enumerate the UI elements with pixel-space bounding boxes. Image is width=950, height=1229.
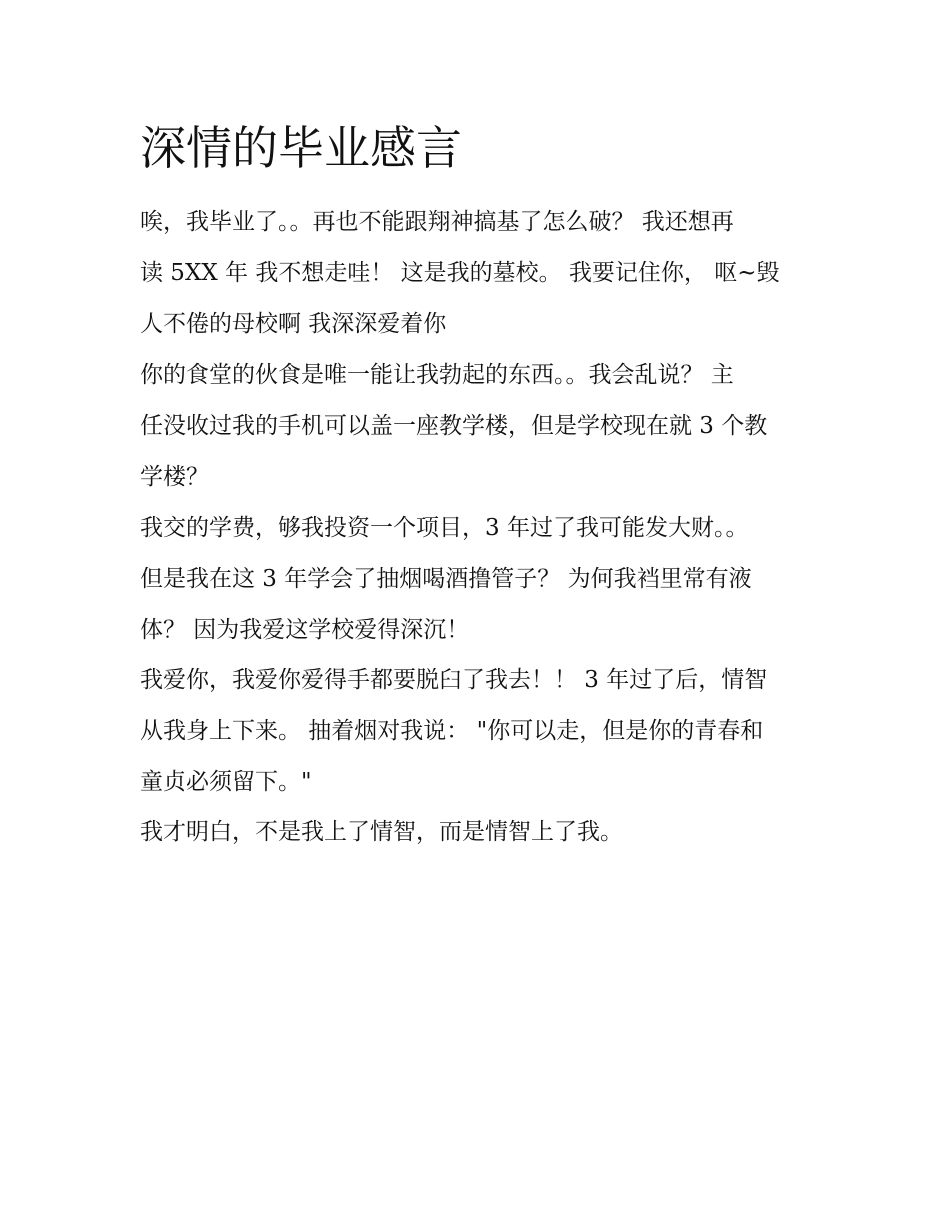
- body-line: 体？ 因为我爱这学校爱得深沉！: [140, 617, 470, 643]
- body-line: 唉，我毕业了。。再也不能跟翔神搞基了怎么破？ 我还想再: [140, 209, 734, 235]
- body-line: 我爱你，我爱你爱得手都要脱臼了我去！！ 3 年过了后，情智: [140, 667, 768, 693]
- body-line: 学楼？: [140, 464, 209, 490]
- body-line: 人不倦的母校啊 我深深爱着你: [140, 311, 447, 337]
- body-line: 我才明白，不是我上了情智，而是情智上了我。: [140, 819, 623, 845]
- body-line: 你的食堂的伙食是唯一能让我勃起的东西。。我会乱说？ 主: [140, 362, 734, 388]
- body-line: 任没收过我的手机可以盖一座教学楼，但是学校现在就 3 个教: [140, 413, 768, 439]
- body-line: 读 5XX 年 我不想走哇！ 这是我的墓校。 我要记住你， 呕~毁: [140, 260, 780, 286]
- body-line: 但是我在这 3 年学会了抽烟喝酒撸管子？ 为何我裆里常有液: [140, 566, 752, 592]
- document-title: 深情的毕业感言: [140, 121, 462, 175]
- body-line: 从我身上下来。 抽着烟对我说： "你可以走，但是你的青春和: [140, 718, 764, 744]
- body-line: 我交的学费，够我投资一个项目，3 年过了我可能发大财。。: [140, 515, 749, 541]
- body-line: 童贞必须留下。": [140, 769, 312, 795]
